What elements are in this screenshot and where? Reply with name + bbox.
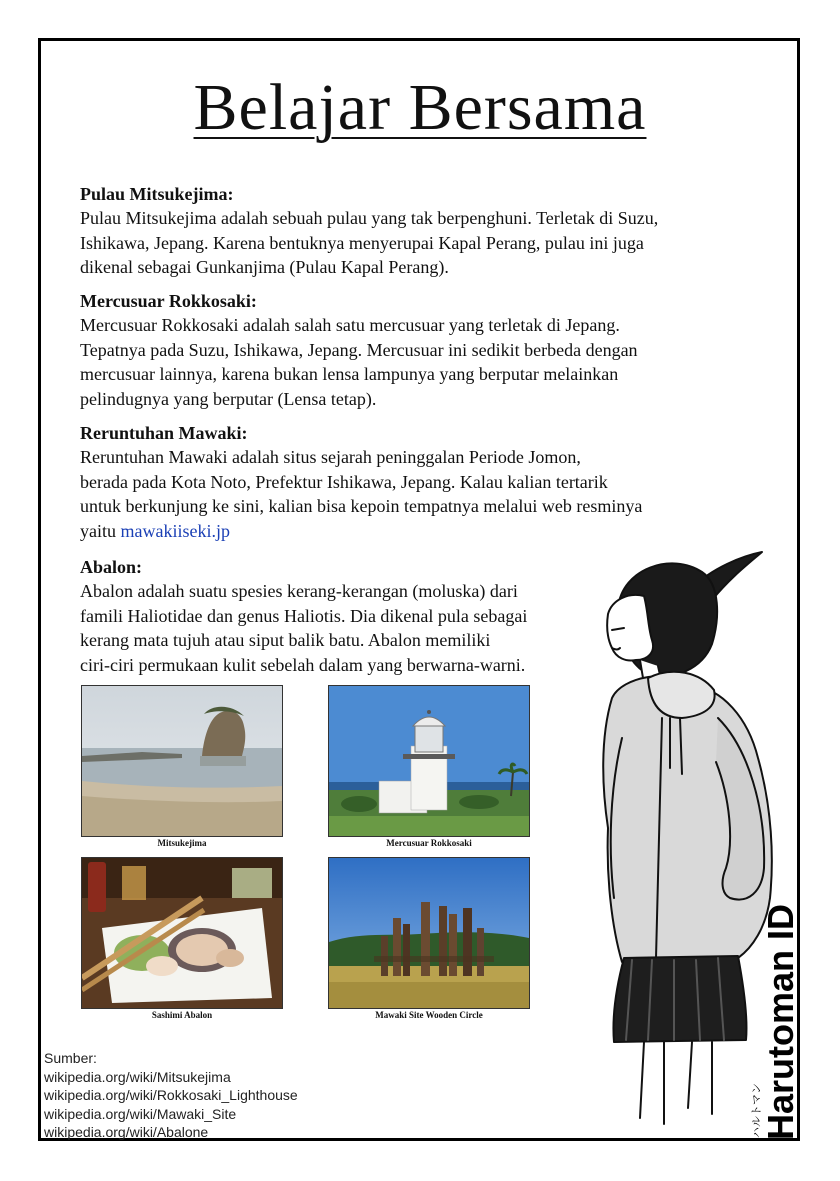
section-heading: Abalon:	[80, 557, 143, 577]
photo-mitsukejima	[81, 685, 283, 837]
section-line: Abalon adalah suatu spesies kerang-kerangan (moluska) dari	[80, 581, 518, 601]
section-line-prefix: yaitu	[80, 520, 121, 541]
source-link[interactable]: wikipedia.org/wiki/Mawaki_Site	[44, 1105, 237, 1122]
source-link[interactable]: wikipedia.org/wiki/Mitsukejima	[44, 1068, 231, 1085]
photo-caption: Mawaki Site Wooden Circle	[375, 1010, 483, 1020]
section-mitsukejima	[80, 182, 780, 280]
section-heading: Reruntuhan Mawaki:	[80, 423, 248, 443]
section-line: famili Haliotidae dan genus Haliotis. Dia dikenal pula sebagai	[80, 605, 528, 626]
photo-caption: Mitsukejima	[157, 838, 207, 848]
section-heading: Pulau Mitsukejima:	[80, 184, 234, 204]
photo-rokkosaki	[328, 685, 530, 837]
section-line: Pulau Mitsukejima adalah sebuah pulau yang tak berpenghuni. Terletak di Suzu,	[80, 208, 659, 228]
sources-block	[44, 1049, 298, 1142]
section-line	[80, 519, 780, 544]
section-line: untuk berkunjung ke sini, kalian bisa kepoin tempatnya melalui web resminya	[80, 496, 643, 516]
section-line: Reruntuhan Mawaki adalah situs sejarah peninggalan Periode Jomon,	[80, 447, 581, 467]
section-mawaki	[80, 421, 780, 543]
section-line: kerang mata tujuh atau siput balik batu. Abalon memiliki	[80, 630, 491, 650]
section-line: pelindugnya yang berputar (Lensa tetap).	[80, 388, 377, 409]
photo-sashimi-abalon	[81, 857, 283, 1009]
section-heading: Mercusuar Rokkosaki:	[80, 291, 257, 311]
page-title: Belajar Bersama	[193, 71, 647, 144]
section-line: Ishikawa, Jepang. Karena bentuknya menyerupai Kapal Perang, pulau ini juga	[80, 232, 644, 253]
photo-caption: Sashimi Abalon	[151, 1010, 213, 1020]
section-line: Tepatnya pada Suzu, Ishikawa, Jepang. Mercusuar ini sedikit berbeda dengan	[80, 339, 638, 360]
brand-kana: ハルトマン	[750, 1083, 763, 1138]
section-rokkosaki	[80, 289, 780, 411]
photo-caption: Mercusuar Rokkosaki	[386, 838, 472, 848]
source-link[interactable]: wikipedia.org/wiki/Rokkosaki_Lighthouse	[44, 1087, 298, 1103]
section-line: dikenal sebagai Gunkanjima (Pulau Kapal Perang).	[80, 257, 449, 277]
girl-illustration	[552, 548, 792, 1128]
sources-label: Sumber:	[44, 1050, 97, 1066]
section-line: Mercusuar Rokkosaki adalah salah satu mercusuar yang terletak di Jepang.	[80, 315, 620, 335]
source-link[interactable]: wikipedia.org/wiki/Abalone	[44, 1124, 209, 1140]
photo-mawaki-site	[328, 857, 530, 1009]
section-line: berada pada Kota Noto, Prefektur Ishikawa, Jepang. Kalau kalian tertarik	[80, 471, 608, 492]
brand-name: Harutoman ID	[760, 903, 801, 1140]
section-line: mercusuar lainnya, karena bukan lensa lampunya yang berputar melainkan	[80, 364, 619, 384]
section-line: ciri-ciri permukaan kulit sebelah dalam yang berwarna-warni.	[80, 654, 526, 675]
section-abalon	[80, 555, 620, 677]
mawaki-website-link[interactable]: mawakiiseki.jp	[120, 520, 230, 541]
